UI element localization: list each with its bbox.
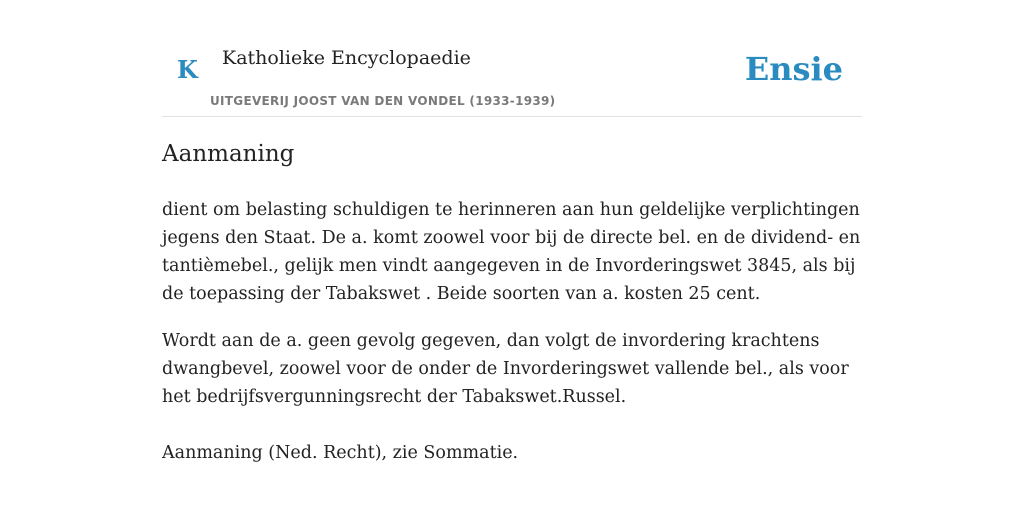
see-also-reference: Aanmaning (Ned. Recht), zie Sommatie.: [162, 443, 519, 463]
article-paragraph-1: dient om belasting schuldigen te herinneren aan hun geldelijke verplichtingen jegens den Staat. De a. komt zoowel voor bij de directe bel. en de dividend- en tantièmebel., gelijk men vindt aangegeven in de Invorderingswet 3845, als bij de toepassing der Tabakswet . Beide soorten van a. kosten 25 cent.: [162, 200, 861, 304]
article-paragraph-2: Wordt aan de a. geen gevolg gegeven, dan volgt de invordering krachtens dwangbevel, zoowel voor de onder de Invorderingswet vallende bel., als voor het bedrijfsvergunningsrecht der Tabakswet.Russel.: [162, 331, 849, 407]
site-header: [162, 0, 862, 117]
article-title: Aanmaning: [162, 141, 295, 167]
site-title: Katholieke Encyclopaedie: [222, 47, 471, 69]
publisher-line: UITGEVERIJ JOOST VAN DEN VONDEL (1933-1939): [210, 94, 556, 108]
logo-k-icon[interactable]: K: [177, 55, 198, 84]
article: [162, 138, 862, 467]
ensie-brand-link[interactable]: Ensie: [744, 50, 843, 88]
